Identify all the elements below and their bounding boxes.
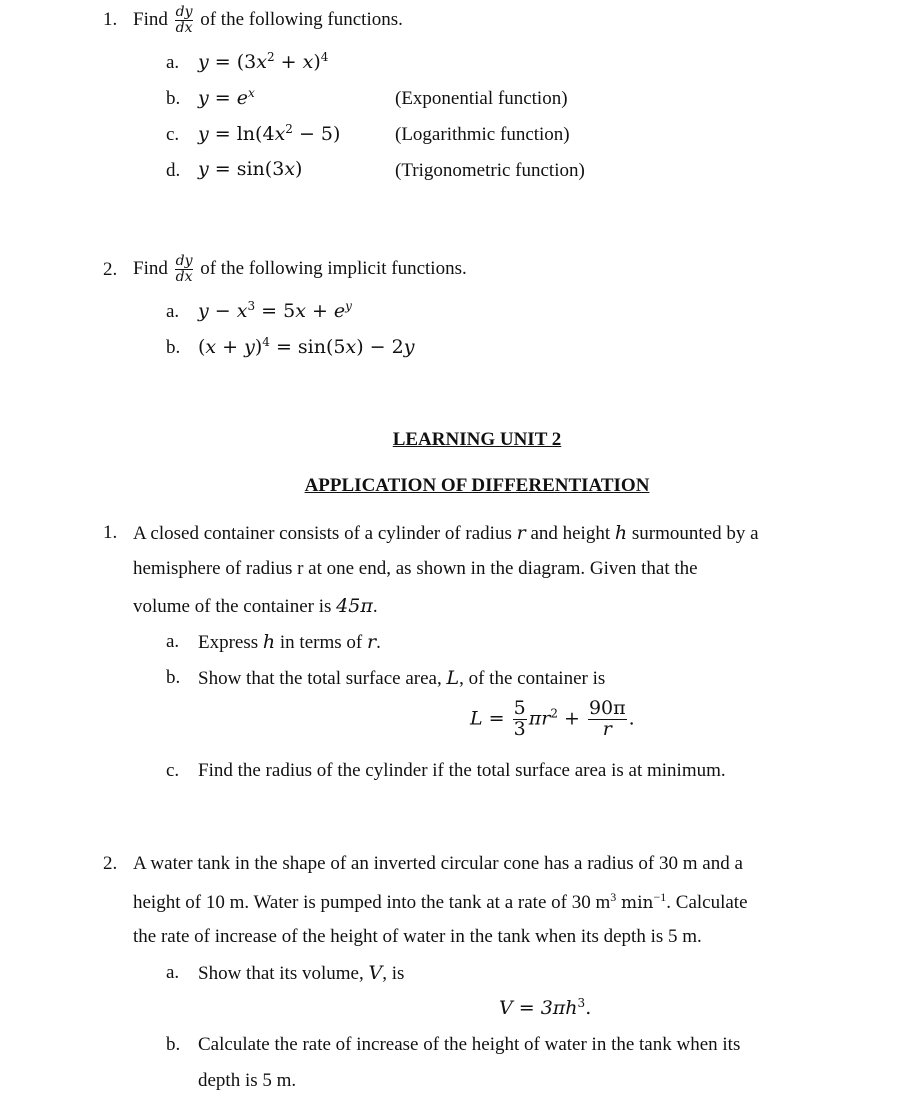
prompt-rest: of the following functions. [200,9,403,30]
equation-d: y = sin(3x) [198,158,303,180]
fraction-denominator: r [602,717,612,740]
text-run: volume of the container is [133,596,332,617]
item-letter: a. [166,52,180,73]
item-letter: a. [166,631,180,652]
fraction-five-thirds [513,699,527,740]
item-letter: a. [166,301,180,322]
implicit-equation-a: $y - x^3 = 5x + e^y$ [198,299,352,322]
superscript: 3 [610,890,617,904]
variable-h: h [262,631,276,653]
find-word: Find [133,9,168,30]
tank-question-line-1: A water tank in the shape of an inverted circular cone has a radius of 30 m and a [133,853,743,874]
part-b-line-2: depth is 5 m. [198,1070,297,1091]
fraction-ninety-pi-over-r [588,699,627,740]
text-run: , is [382,963,405,984]
text-run: Express [198,632,259,653]
fraction-numerator: dy [175,253,193,270]
part-a-text: Express h in terms of r. [198,631,381,653]
text-run: Show that its volume, [198,963,364,984]
item-letter: b. [166,667,181,688]
fraction-denominator: 3 [513,717,526,740]
question-number: 1. [103,522,118,543]
prompt-rest: of the following implicit functions. [200,258,467,279]
item-letter: b. [166,88,181,109]
text-run: in terms of [279,632,363,653]
volume-formula: $V = 3\pi h^3$. [499,996,592,1019]
equation-c: $y = \ln(4x^2 - 5)$ [198,122,341,145]
text-run: . Calculate [666,892,748,913]
part-a-text [198,962,404,985]
container-question-line-3: volume of the container is 45π. [133,595,378,617]
item-letter: c. [166,124,180,145]
variable-L: L [446,667,460,689]
question-number: 2. [103,259,118,280]
fraction-denominator: dx [175,269,193,286]
tank-question-line-3: the rate of increase of the height of water in the tank when its depth is 5 m. [133,926,702,947]
text-run: height of 10 m. Water is pumped into the tank at a rate of 30 m [133,892,611,913]
variable-r: r [366,631,377,653]
text-run: A closed container consists of a cylinder of radius [133,523,512,544]
text-run: and height [530,523,611,544]
variable-V: V [368,962,383,984]
implicit-equation-b: $(x + y)^4 = \sin(5x) - 2y$ [198,335,415,358]
volume-value: 45π [336,595,373,617]
function-type-note: (Logarithmic function) [395,124,570,145]
text-run: surmounted by a [631,523,759,544]
tank-question-line-2 [133,890,748,914]
text-run: Show that the total surface area, [198,668,442,689]
part-b-line-1: Calculate the rate of increase of the height of water in the tank when its [198,1034,741,1055]
function-type-note: (Exponential function) [395,88,568,109]
function-type-note: (Trigonometric function) [395,160,585,181]
question-1-prompt [133,0,403,40]
part-c-text: Find the radius of the cylinder if the total surface area is at minimum. [198,760,726,781]
variable-r: r [516,522,526,544]
fraction-denominator: dx [175,20,193,37]
fraction-numerator: dy [175,4,193,21]
formula-text: V = 3πh [499,997,578,1019]
equation-a: $y = (3x^2 + x)^4$ [198,50,329,73]
fraction-numerator: 5 [513,697,526,719]
container-question-line-1 [133,522,759,545]
dy-dx-fraction [175,5,194,35]
dy-dx-fraction [175,254,194,284]
find-word: Find [133,258,168,279]
equation-b: $y = e^x$ [198,86,255,109]
pi-r-term: πr [528,707,551,730]
question-number: 1. [103,9,118,30]
fraction-numerator: 90π [588,697,626,719]
superscript: −1 [653,890,667,904]
item-letter: b. [166,1034,181,1055]
part-b-text [198,667,605,690]
unit-title: LEARNING UNIT 2 [392,429,562,450]
unit-subtitle: APPLICATION OF DIFFERENTIATION [304,475,650,496]
formula-lhs: L [470,707,483,730]
unit-min: min [620,893,654,913]
item-letter: d. [166,160,181,181]
question-number: 2. [103,853,118,874]
text-run: , of the container is [459,668,606,689]
surface-area-formula: L = $\frac{5}{3}$ $\pi r^2$ + $\frac{90\pi}{r}$ . [470,697,635,740]
question-2-prompt [133,249,467,289]
variable-h: h [614,522,628,544]
container-question-line-2: hemisphere of radius r at one end, as shown in the diagram. Given that the [133,558,698,579]
item-letter: c. [166,760,180,781]
item-letter: a. [166,962,180,983]
superscript: 3 [577,996,586,1010]
item-letter: b. [166,337,181,358]
